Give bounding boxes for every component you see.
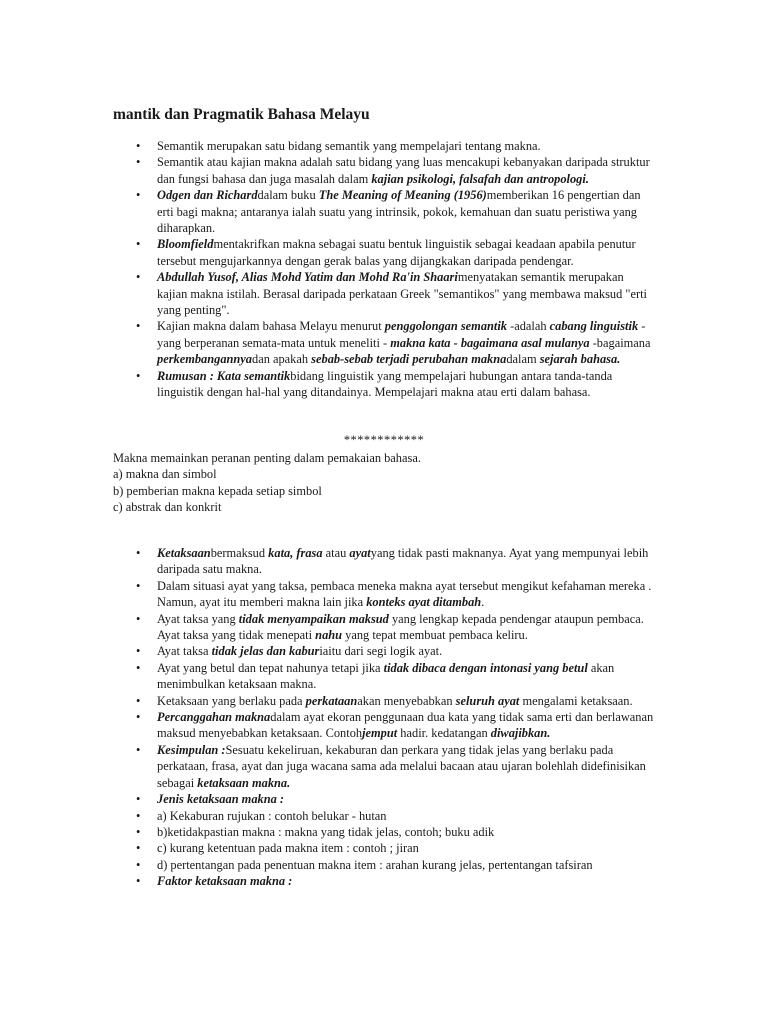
bullet-icon: • — [136, 742, 141, 757]
bullet-icon: • — [136, 155, 141, 170]
bullet-icon: • — [136, 237, 141, 252]
list-item: • Ketaksaanbermaksud kata, frasa atau ayatyang tidak pasti maknanya. Ayat yang mempunyai lebih daripada satu makna. — [136, 546, 649, 577]
list-item: • Faktor ketaksaan makna : — [136, 874, 293, 889]
list-item: • Odgen dan Richarddalam buku The Meaning of Meaning (1956)memberikan 16 pengertian dan erti bagi makna; antaranya ialah suatu yang intrinsik, pokok, kemahuan dan suatu peristiwa yang diharapkan. — [136, 188, 641, 236]
bullet-icon: • — [136, 710, 141, 725]
list-item: • Semantik merupakan satu bidang semantik yang mempelajari tentang makna. — [136, 139, 541, 153]
list-item: • Dalam situasi ayat yang taksa, pembaca meneka makna ayat tersebut mengikut kefahaman mereka . Namun, ayat itu memberi makna lain jika konteks ayat ditambah. — [136, 578, 652, 610]
bullet-icon: • — [136, 693, 141, 708]
list-item: • Kesimpulan :Sesuatu kekeliruan, kekaburan dan perkara yang tidak jelas yang berlaku pada perkataan, frasa, ayat dan juga wacana sama ada melalui bacaan atau ujaran bolehlah didefinisikan sebagai ketaksaan makna. — [136, 742, 646, 790]
list-item: • a) Kekaburan rujukan : contoh belukar - hutan — [136, 808, 387, 823]
bullet-icon: • — [136, 368, 141, 383]
page-title: mantik dan Pragmatik Bahasa Melayu — [113, 106, 370, 123]
bullet-icon: • — [136, 644, 141, 659]
list-item: • b)ketidakpastian makna : makna yang tidak jelas, contoh; buku adik — [136, 824, 495, 839]
makna-paragraph: Makna memainkan peranan penting dalam pemakaian bahasa. a) makna dan simbol b) pemberian makna kepada setiap simbol c) abstrak dan konkrit — [113, 451, 421, 515]
bullet-icon: • — [136, 188, 141, 203]
semantik-list — [136, 138, 656, 401]
list-item: • Bloomfieldmentakrifkan makna sebagai suatu bentuk linguistik sebagai keadaan apabila penutur tersebut mengujarkannya dengan gerak balas yang dijangkakan daripada pendengar. — [136, 237, 636, 268]
bullet-icon: • — [136, 808, 141, 823]
section-divider: ************ — [343, 433, 425, 447]
bullet-icon: • — [136, 611, 141, 626]
bullet-icon: • — [136, 660, 141, 675]
bullet-icon: • — [136, 857, 141, 872]
list-item: • Abdullah Yusof, Alias Mohd Yatim dan Mohd Ra'in Shaarimenyatakan semantik merupakan kajian makna istilah. Berasal daripada perkataan Greek "semantikos" yang membawa maksud "erti yang penting". — [136, 270, 647, 318]
list-item: • Rumusan : Kata semantikbidang linguistik yang mempelajari hubungan antara tanda-tanda linguistik dengan hal-hal yang ditandainya. Mempelajari makna atau erti dalam bahasa. — [136, 368, 613, 400]
ketaksaan-list — [136, 545, 656, 890]
list-item: • Ketaksaan yang berlaku pada perkataanakan menyebabkan seluruh ayat mengalami ketaksaan. — [136, 693, 633, 708]
list-item: • Ayat yang betul dan tepat nahunya tetapi jika tidak dibaca dengan intonasi yang betul akan menimbulkan ketaksaan makna. — [136, 660, 615, 692]
bullet-icon: • — [136, 874, 141, 889]
list-item: • Ayat taksa yang tidak menyampaikan maksud yang lengkap kepada pendengar ataupun pembaca. Ayat taksa yang tidak menepati nahu yang tepat membuat pembaca keliru. — [136, 611, 644, 643]
bullet-icon: • — [136, 578, 141, 593]
bullet-icon: • — [136, 319, 141, 334]
bullet-icon: • — [136, 792, 141, 807]
list-item: • c) kurang ketentuan pada makna item : contoh ; jiran — [136, 841, 419, 856]
list-item: • Jenis ketaksaan makna : — [136, 792, 285, 807]
bullet-icon: • — [136, 270, 141, 285]
list-item: • Semantik atau kajian makna adalah satu bidang yang luas mencakupi kebanyakan daripada struktur dan fungsi bahasa dan juga masalah dalam kajian psikologi, falsafah dan antropologi. — [136, 155, 650, 186]
bullet-icon: • — [136, 546, 141, 560]
list-item: • d) pertentangan pada penentuan makna item : arahan kurang jelas, pertentangan tafsiran — [136, 857, 593, 872]
list-item: • Ayat taksa tidak jelas dan kaburiaitu dari segi logik ayat. — [136, 644, 443, 659]
bullet-icon: • — [136, 841, 141, 856]
list-item: • Kajian makna dalam bahasa Melayu menurut penggolongan semantik -adalah cabang linguistik -yang berperanan semata-mata untuk meneliti - makna kata - bagaimana asal mulanya -bagaimana perkembangannyadan apakah sebab-sebab terjadi perubahan maknadalam sejarah bahasa. — [136, 319, 651, 367]
bullet-icon: • — [136, 139, 141, 153]
list-item: • Percanggahan maknadalam ayat ekoran penggunaan dua kata yang tidak sama erti dan berlawanan maksud menyebabkan ketaksaan. Contohjemput hadir. kedatangan diwajibkan. — [136, 710, 654, 741]
bullet-icon: • — [136, 824, 141, 839]
